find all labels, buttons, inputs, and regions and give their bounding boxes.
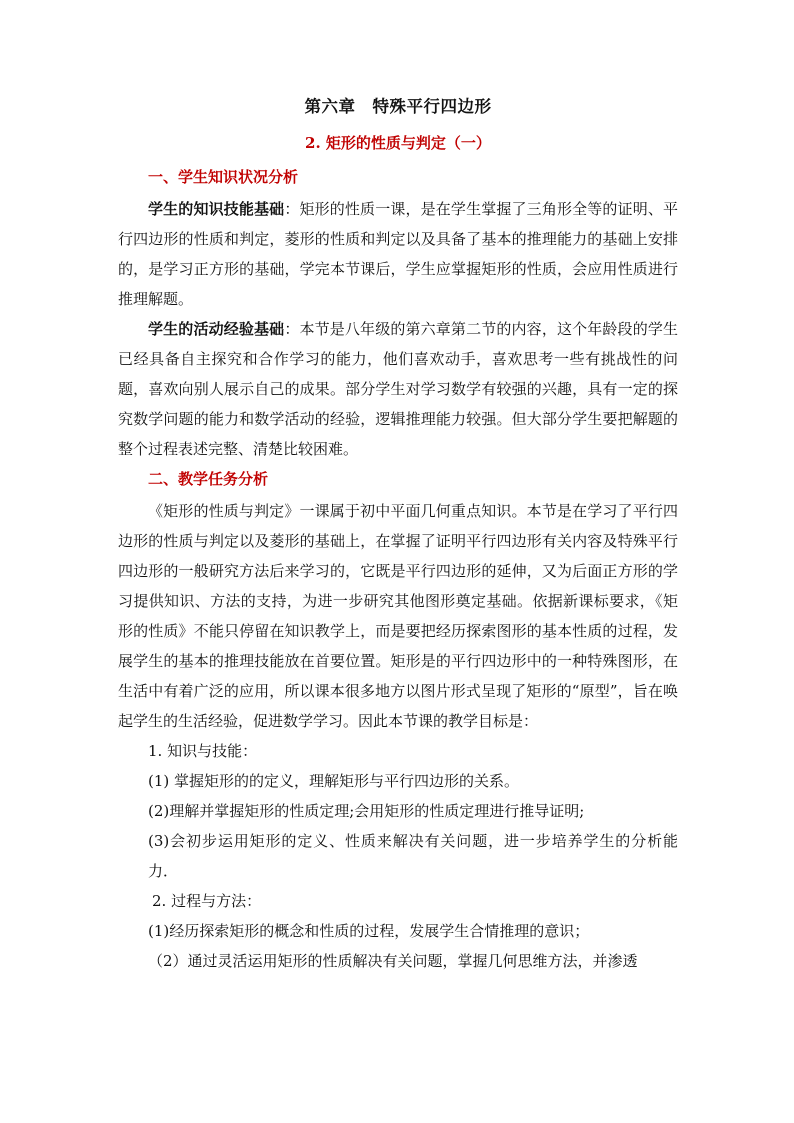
section-subtitle: 2. 矩形的性质与判定（一）	[305, 134, 491, 152]
paragraph-lead: 学生的知识技能基础	[148, 200, 285, 218]
paragraph-text: ：矩形的性质一课，是在学生掌握了三角形全等的证明、平行四边形的性质和判定，菱形的性质和判定以及具备了基本的推理能力的基础上安排的，是学习正方形的基础，学完本节课后，学生应掌握矩形的性质，会应用性质进行推理解题。	[118, 200, 678, 308]
paragraph-knowledge-base	[118, 194, 678, 314]
list-item: (1)经历探索矩形的概念和性质的过程，发展学生合情推理的意识；	[148, 922, 590, 940]
list-item: 2. 过程与方法：	[152, 892, 262, 910]
document-content	[118, 94, 678, 976]
section-heading-2: 二、教学任务分析	[148, 470, 269, 488]
paragraph-activity-base	[118, 314, 678, 464]
list-item: (3)会初步运用矩形的定义、性质来解决有关问题，进一步培养学生的分析能力．	[148, 832, 678, 880]
chapter-title: 第六章 特殊平行四边形	[304, 97, 492, 116]
list-item: (1) 掌握矩形的的定义，理解矩形与平行四边形的关系。	[148, 772, 520, 790]
paragraph-task-analysis: 《矩形的性质与判定》一课属于初中平面几何重点知识。本节是在学习了平行四边形的性质与判定以及菱形的基础上，在掌握了证明平行四边形有关内容及特殊平行四边形的一般研究方法后来学习的，它既是平行四边形的延伸，又为后面正方形的学习提供知识、方法的支持，为进一步研究其他图形奠定基础。依据新课标要求，《矩形的性质》不能只停留在知识教学上，而是要把经历探索图形的基本性质的过程，发展学生的基本的推理技能放在首要位置。矩形是的平行四边形中的一种特殊图形，在生活中有着广泛的应用，所以课本很多地方以图片形式呈现了矩形的“原型”，旨在唤起学生的生活经验，促进数学学习。因此本节课的教学目标是：	[118, 502, 678, 730]
list-item: (2)理解并掌握矩形的性质定理;会用矩形的性质定理进行推导证明;	[148, 802, 585, 820]
paragraph-lead: 学生的活动经验基础	[148, 320, 285, 338]
list-item: 1. 知识与技能：	[148, 742, 258, 760]
section-heading-1: 一、学生知识状况分析	[148, 168, 299, 186]
list-item: （2）通过灵活运用矩形的性质解决有关问题，掌握几何思维方法，并渗透	[148, 952, 638, 970]
paragraph-text: ：本节是八年级的第六章第二节的内容，这个年龄段的学生已经具备自主探究和合作学习的能力，他们喜欢动手，喜欢思考一些有挑战性的问题，喜欢向别人展示自己的成果。部分学生对学习数学有较强的兴趣，具有一定的探究数学问题的能力和数学活动的经验，逻辑推理能力较强。但大部分学生要把解题的整个过程表述完整、清楚比较困难。	[118, 320, 678, 458]
